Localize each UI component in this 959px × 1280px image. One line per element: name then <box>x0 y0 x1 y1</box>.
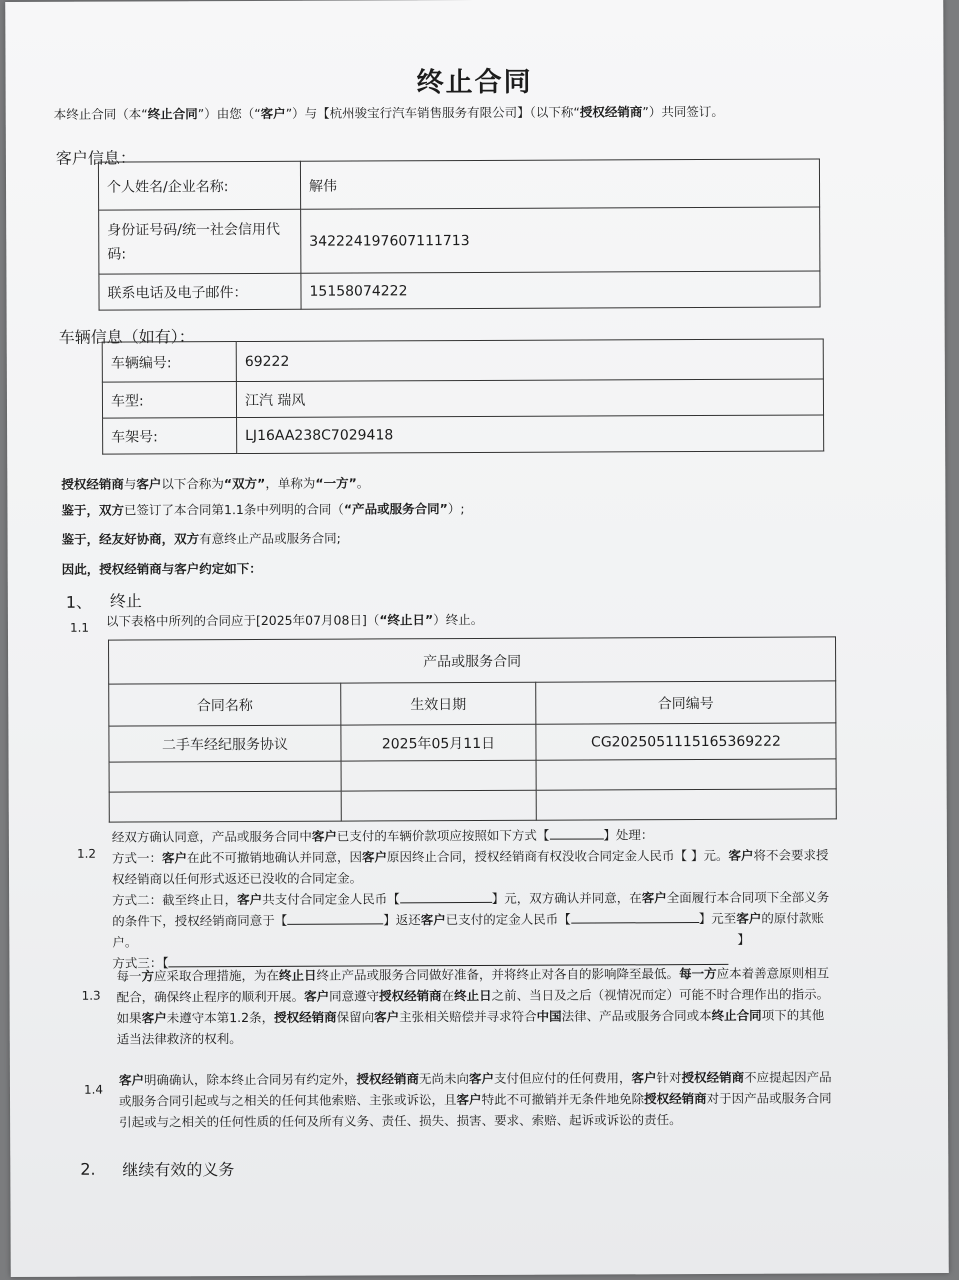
cell-contract-name: 二手车经纪服务协议 <box>109 725 341 762</box>
header-contract-name: 合同名称 <box>109 683 341 726</box>
customer-row-id <box>99 207 820 274</box>
clause-1-1-text: 以下表格中所列的合同应于[2025年07月08日]（“终止日”）终止。 <box>105 611 484 629</box>
header-effective-date: 生效日期 <box>341 682 536 725</box>
clause-1-3-text: 每一方应采取合理措施，为在终止日终止产品或服务合同做好准备，并将终止对各自的影响降至最低。每一方应本着善意原则相互 配合，确保终止程序的顺利开展。客户同意遵守授权经销商在终止日之前、当日及之后（视情况而定）可能不时合理作出的指示。 如果客户未遵守本第1.2条，授权经销商保留向客户主张相关赔偿并寻求符合中国法律、产品或服务合同或本终止合同项下的其他 适当法律救济的权利。 <box>116 965 830 1047</box>
vehicle-info-table <box>102 338 824 454</box>
vehicle-vin-value: LJ16AA238C7029418 <box>237 415 824 454</box>
deposit-amount-blank[interactable] <box>400 902 492 903</box>
section2-number: 2. <box>80 1159 96 1179</box>
page-title: 终止合同 <box>416 66 533 99</box>
customer-row-name <box>98 159 819 210</box>
vehicle-number-label: 车辆编号: <box>102 342 236 383</box>
vehicle-model-value: 江汽 瑞风 <box>236 379 823 418</box>
vehicle-number-value: 69222 <box>236 339 823 382</box>
customer-name-label: 个人姓名/企业名称: <box>98 161 300 210</box>
clause-1-4-number: 1.4 <box>83 1082 104 1097</box>
section1-title: 终止 <box>109 591 142 611</box>
customer-id-label: 身份证号码/统一社会信用代码: <box>99 209 301 274</box>
cell-effective-date: 2025年05月11日 <box>341 724 536 761</box>
vehicle-model-label: 车型: <box>102 382 236 419</box>
cell-empty <box>109 791 341 822</box>
table-row <box>109 759 836 792</box>
cell-contract-number: CG2025051115165369222 <box>536 723 836 760</box>
recital-parties: 授权经销商与客户以下合称为“双方”，单称为“一方”。 <box>61 475 370 492</box>
recital-whereas-2: 鉴于，经友好协商，双方有意终止产品或服务合同; <box>61 530 341 547</box>
clause-1-3-number: 1.3 <box>81 988 101 1003</box>
customer-id-value: 342224197607111713 <box>301 207 820 273</box>
cell-empty <box>536 789 836 820</box>
vehicle-info-heading: 车辆信息（如有）： <box>58 327 195 347</box>
customer-contact-label: 联系电话及电子邮件： <box>99 273 301 310</box>
customer-contact-value: 15158074222 <box>301 271 820 309</box>
clause-1-2-number: 1.2 <box>76 846 97 861</box>
cell-empty <box>341 790 536 821</box>
cell-empty <box>536 759 836 790</box>
clause-1-1-number: 1.1 <box>69 620 90 635</box>
recital-therefore: 因此，授权经销商与客户约定如下： <box>61 560 262 577</box>
contract-table-caption: 产品或服务合同 <box>109 637 836 684</box>
customer-info-table <box>98 158 821 310</box>
section2-title: 继续有效的义务 <box>122 1160 235 1180</box>
clause-1-4-text: 客户明确确认，除本终止合同另有约定外，授权经销商无尚未向客户支付但应付的任何费用，客户针对授权经销商不应提起因产品 或服务合同引起或与之相关的任何其他索赔、主张或诉讼，且客户特此不可撤销并无条件地免除授权经销商对于因产品或服务合同 引起或与之相关的任何性质的任何及所有义务、责任、损失、损害、要求、索赔、起诉或诉讼的责任。 <box>118 1069 832 1130</box>
table-row <box>109 723 836 762</box>
refund-date-blank[interactable] <box>287 923 383 924</box>
table-row <box>109 789 836 822</box>
recital-whereas-1: 鉴于，双方已签订了本合同第1.1条中列明的合同（“产品或服务合同”）; <box>61 501 465 518</box>
payment-method-blank[interactable] <box>549 838 603 839</box>
vehicle-vin-label: 车架号: <box>103 418 237 455</box>
intro-paragraph: 本终止合同（本“终止合同”）由您（“客户”）与【杭州骏宝行汽车销售服务有限公司】（以下称“授权经销商”）共同签订。 <box>53 103 724 122</box>
refund-amount-blank[interactable] <box>571 922 699 924</box>
customer-info-heading: 客户信息： <box>55 148 136 168</box>
cell-empty <box>341 760 536 791</box>
clause-1-2-text: 经双方确认同意，产品或服务合同中客户已支付的车辆价款项应按照如下方式【 】处理： 方式一：客户在此不可撤销地确认并同意，因客户原因终止合同，授权经销商有权没收合同定金人民币【 】元。客户将不会要求授 权经销商以任何形式返还已没收的合同定金。 方式二：截至终止日，客户共支付合同定金人民币【 】元，双方确认并同意，在客户全面履行本合同项下全部义务 的条件下，授权经销商同意于【 】返还客户已支付的定金人民币【 】元至客户的原付款账 户。 】 方式三：【 <box>111 827 830 971</box>
vehicle-row-vin <box>103 415 824 454</box>
customer-row-contact <box>99 271 820 310</box>
product-service-contract-table <box>108 636 837 822</box>
vehicle-row-number <box>102 339 823 382</box>
vehicle-row-model <box>102 379 823 418</box>
cell-empty <box>109 761 341 792</box>
header-contract-number: 合同编号 <box>536 681 836 724</box>
customer-name-value: 解伟 <box>300 159 819 209</box>
contract-paper <box>5 0 949 1277</box>
section1-number: 1、 <box>65 592 93 612</box>
